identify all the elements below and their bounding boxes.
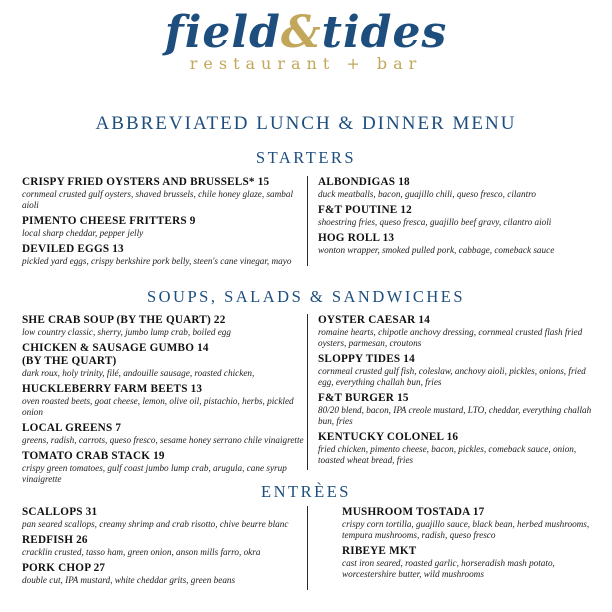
item-name: CHICKEN & SAUSAGE GUMBO xyxy=(22,342,195,354)
item-description: local sharp cheddar, pepper jelly xyxy=(22,228,144,238)
starters-right-column xyxy=(318,176,602,260)
logo-word-field: field xyxy=(164,7,281,58)
item-price: 27 xyxy=(93,562,106,574)
item-name: TOMATO CRAB STACK xyxy=(22,450,151,462)
item-name: PIMENTO CHEESE FRITTERS xyxy=(22,215,187,227)
item-price: 7 xyxy=(115,422,122,434)
menu-item xyxy=(22,243,306,267)
menu-item xyxy=(318,204,602,228)
item-description: low country classic, sherry, jumbo lump crab, boiled egg xyxy=(22,327,231,337)
item-name-continued: (BY THE QUART) xyxy=(22,355,117,367)
item-name: REDFISH xyxy=(22,534,74,546)
item-description: wonton wrapper, smoked pulled pork, cabbage, comeback sauce xyxy=(318,245,555,255)
item-price: 31 xyxy=(85,506,98,518)
item-description: cracklin crusted, tasso ham, green onion, anson mills farro, okra xyxy=(22,547,261,557)
item-price: 14 xyxy=(403,353,415,365)
logo-subtitle: restaurant + bar xyxy=(189,54,423,73)
item-description: pan seared scallops, creamy shrimp and crab risotto, chive beurre blanc xyxy=(22,519,289,529)
item-name: F&T BURGER xyxy=(318,392,395,404)
menu-item xyxy=(22,450,306,485)
item-description: pickled yard eggs, crispy berkshire pork belly, steen's cane vinegar, mayo xyxy=(22,256,292,266)
item-price: 15 xyxy=(257,176,270,188)
entrees-left-column xyxy=(22,506,306,590)
menu-item xyxy=(318,431,602,466)
item-name: MUSHROOM TOSTADA xyxy=(342,506,470,518)
item-name: F&T POUTINE xyxy=(318,204,398,216)
menu-item xyxy=(22,562,306,586)
item-description: cast iron seared, roasted garlic, horseradish mash potato, worcestershire butter, wild mushrooms xyxy=(342,558,555,579)
item-description: duck meatballs, bacon, guajillo chili, queso fresco, cilantro xyxy=(318,189,537,199)
item-description: crispy green tomatoes, gulf coast jumbo lump crab, arugula, cane syrup vinaigrette xyxy=(22,463,287,484)
menu-title: ABBREVIATED LUNCH & DINNER MENU xyxy=(95,113,517,134)
item-name: PORK CHOP xyxy=(22,562,91,574)
item-price: 9 xyxy=(189,215,196,227)
item-name: SCALLOPS xyxy=(22,506,83,518)
column-divider xyxy=(307,314,308,470)
soups-left-column xyxy=(22,314,306,489)
menu-item xyxy=(318,176,602,200)
item-name: ALBONDIGAS xyxy=(318,176,396,188)
section-title-entrees: ENTRÈES xyxy=(261,482,351,501)
item-price: 26 xyxy=(76,534,88,546)
item-name: SLOPPY TIDES xyxy=(318,353,401,365)
entrees-right-column xyxy=(342,506,604,584)
item-description: cornmeal crusted gulf oysters, shaved brussels, chile honey glaze, sambal aioli xyxy=(22,189,293,210)
item-description: double cut, IPA mustard, white cheddar grits, green beans xyxy=(22,575,236,585)
menu-item xyxy=(22,314,306,338)
item-price: 16 xyxy=(446,431,459,443)
item-name: LOCAL GREENS xyxy=(22,422,113,434)
item-name: KENTUCKY COLONEL xyxy=(318,431,444,443)
menu-item xyxy=(318,314,602,349)
item-price: 14 xyxy=(418,314,430,326)
item-price: 14 xyxy=(197,342,209,354)
item-price: 19 xyxy=(153,450,165,462)
item-name: DEVILED EGGS xyxy=(22,243,110,255)
menu-item xyxy=(22,215,306,239)
item-description: fried chicken, pimento cheese, bacon, pickles, comeback sauce, onion, toasted wheat bread, fries xyxy=(318,444,577,465)
menu-item xyxy=(342,506,604,541)
section-title-starters: STARTERS xyxy=(255,148,357,167)
item-description: romaine hearts, chipotle anchovy dressing, cornmeal crusted flash fried oysters, parmesan, croutons xyxy=(318,327,583,348)
column-divider xyxy=(307,506,308,590)
item-name: SHE CRAB SOUP (BY THE QUART) xyxy=(22,314,211,326)
logo-ampersand: & xyxy=(280,7,322,58)
menu-item xyxy=(22,506,306,530)
item-name: HOG ROLL xyxy=(318,232,380,244)
soups-right-column xyxy=(318,314,602,470)
item-price: 22 xyxy=(213,314,226,326)
starters-left-column xyxy=(22,176,306,271)
item-description: oven roasted beets, goat cheese, lemon, olive oil, pistachio, herbs, pickled onion xyxy=(22,396,294,417)
item-description: dark roux, holy trinity, filé, andouille sausage, roasted chicken, xyxy=(22,368,255,378)
item-name: OYSTER CAESAR xyxy=(318,314,416,326)
item-price: 17 xyxy=(472,506,485,518)
item-price: 15 xyxy=(397,392,409,404)
menu-item xyxy=(22,534,306,558)
restaurant-logo xyxy=(0,8,612,73)
menu-item xyxy=(22,383,306,418)
column-divider xyxy=(307,176,308,266)
item-price: 13 xyxy=(112,243,124,255)
item-price: MKT xyxy=(389,545,417,557)
menu-item xyxy=(22,422,306,446)
item-name: HUCKLEBERRY FARM BEETS xyxy=(22,383,188,395)
item-price: 18 xyxy=(398,176,410,188)
item-description: crispy corn tortilla, guajillo sauce, black bean, herbed mushrooms, tempura mushrooms, radish, queso fresco xyxy=(342,519,590,540)
item-description: greens, radish, carrots, queso fresco, sesame honey serrano chile vinaigrette xyxy=(22,435,304,445)
item-name: RIBEYE xyxy=(342,545,387,557)
menu-item xyxy=(342,545,604,580)
item-name: CRISPY FRIED OYSTERS AND BRUSSELS* xyxy=(22,176,255,188)
menu-item xyxy=(318,392,602,427)
menu-item xyxy=(22,342,306,379)
menu-item xyxy=(318,232,602,256)
item-description: 80/20 blend, bacon, IPA creole mustard, LTO, cheddar, everything challah bun, fries xyxy=(318,405,592,426)
menu-item xyxy=(22,176,306,211)
item-price: 13 xyxy=(382,232,395,244)
menu-item xyxy=(318,353,602,388)
item-price: 12 xyxy=(400,204,412,216)
item-description: shoestring fries, queso fresca, guajillo beef gravy, cilantro aioli xyxy=(318,217,552,227)
item-description: cornmeal crusted gulf fish, coleslaw, anchovy aioli, pickles, onions, fried egg, everything challah bun, fries xyxy=(318,366,586,387)
logo-word-tides: tides xyxy=(321,7,448,58)
item-price: 13 xyxy=(190,383,203,395)
section-title-soups-salads-sandwiches: SOUPS, SALADS & SANDWICHES xyxy=(146,287,466,306)
